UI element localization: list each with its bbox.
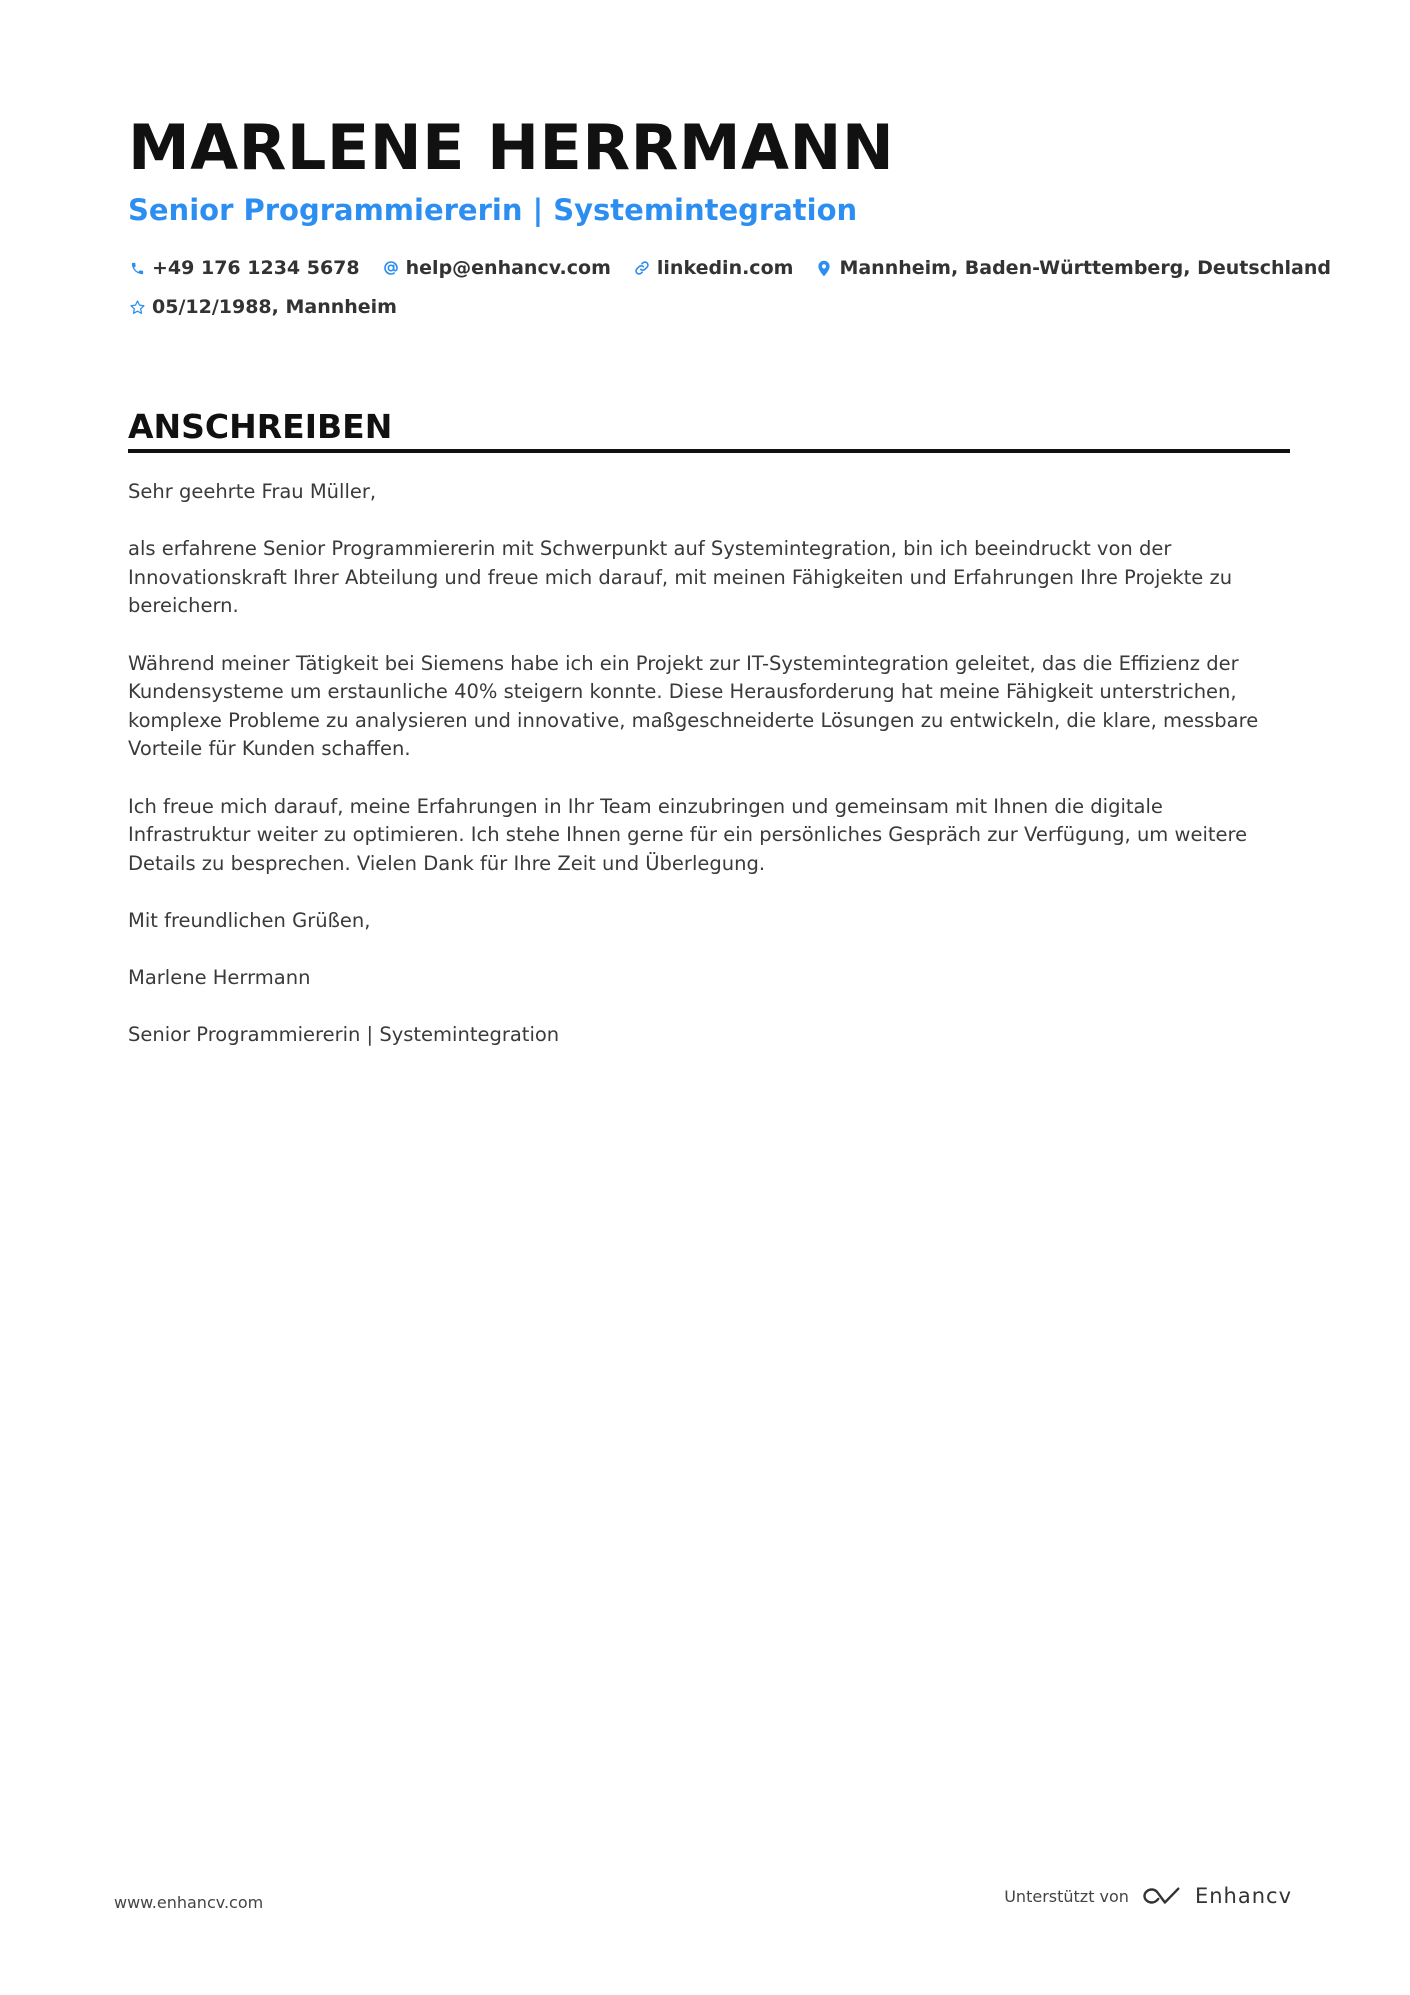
star-icon bbox=[128, 298, 146, 316]
enhancv-brand-name: Enhancv bbox=[1194, 1884, 1292, 1908]
applicant-name: MARLENE HERRMANN bbox=[128, 111, 895, 184]
contact-row-secondary bbox=[128, 293, 419, 321]
letter-paragraph: Während meiner Tätigkeit bei Siemens habe ich ein Projekt zur IT-Systemintegration geleitet, das die Effizienz der Kundensysteme um erstaunliche 40% steigern konnte. Diese Herausforderung hat meine Fähigkeit unterstrichen, komplexe Probleme zu analysieren und innovative, maßgeschneiderte Lösungen zu entwickeln, die klare, messbare Vorteile für Kunden schaffen. bbox=[128, 651, 1259, 761]
contact-location bbox=[815, 257, 1331, 279]
letter-closing: Mit freundlichen Grüßen, bbox=[128, 908, 371, 932]
phone-icon bbox=[128, 259, 146, 277]
at-icon bbox=[382, 259, 400, 277]
letter-paragraph: als erfahrene Senior Programmiererin mit Schwerpunkt auf Systemintegration, bin ich beeindruckt von der Innovationskraft Ihrer Abteilung und freue mich darauf, mit meinen Fähigkeiten und Erfahrungen Ihre Projekte zu bereichern. bbox=[128, 537, 1233, 618]
letter-paragraph: Ich freue mich darauf, meine Erfahrungen in Ihr Team einzubringen und gemeinsam mit Ihnen die digitale Infrastruktur weiter zu optimieren. Ich stehe Ihnen gerne für ein persönliches Gespräch zur Verfügung, um weitere Details zu besprechen. Vielen Dank für Ihre Zeit und Überlegung. bbox=[128, 794, 1248, 875]
contact-birth-text: 05/12/1988, Mannheim bbox=[152, 296, 397, 318]
signature-name: Marlene Herrmann bbox=[128, 966, 311, 990]
applicant-title: Senior Programmiererin | Systemintegration bbox=[128, 193, 858, 227]
section-divider bbox=[128, 449, 1290, 453]
location-pin-icon bbox=[815, 259, 833, 277]
enhancv-logo-icon bbox=[1139, 1884, 1185, 1908]
letter-salutation: Sehr geehrte Frau Müller, bbox=[128, 480, 377, 503]
contact-linkedin[interactable] bbox=[633, 257, 794, 279]
letter-body bbox=[128, 478, 1290, 1078]
contact-phone-text: +49 176 1234 5678 bbox=[152, 257, 360, 279]
contact-row bbox=[128, 254, 1353, 282]
signature-title: Senior Programmiererin | Systemintegration bbox=[128, 1023, 560, 1047]
footer-website-link[interactable]: www.enhancv.com bbox=[114, 1893, 264, 1912]
footer-powered-by[interactable] bbox=[1004, 1884, 1292, 1908]
contact-location-text: Mannheim, Baden-Württemberg, Deutschland bbox=[839, 257, 1331, 279]
link-icon bbox=[633, 259, 651, 277]
contact-phone[interactable] bbox=[128, 257, 360, 279]
contact-linkedin-text: linkedin.com bbox=[656, 257, 794, 279]
powered-by-label: Unterstützt von bbox=[1004, 1886, 1129, 1906]
section-heading: ANSCHREIBEN bbox=[128, 407, 393, 446]
contact-email[interactable] bbox=[382, 257, 611, 279]
contact-birth bbox=[128, 296, 397, 318]
contact-email-text: help@enhancv.com bbox=[405, 257, 611, 279]
